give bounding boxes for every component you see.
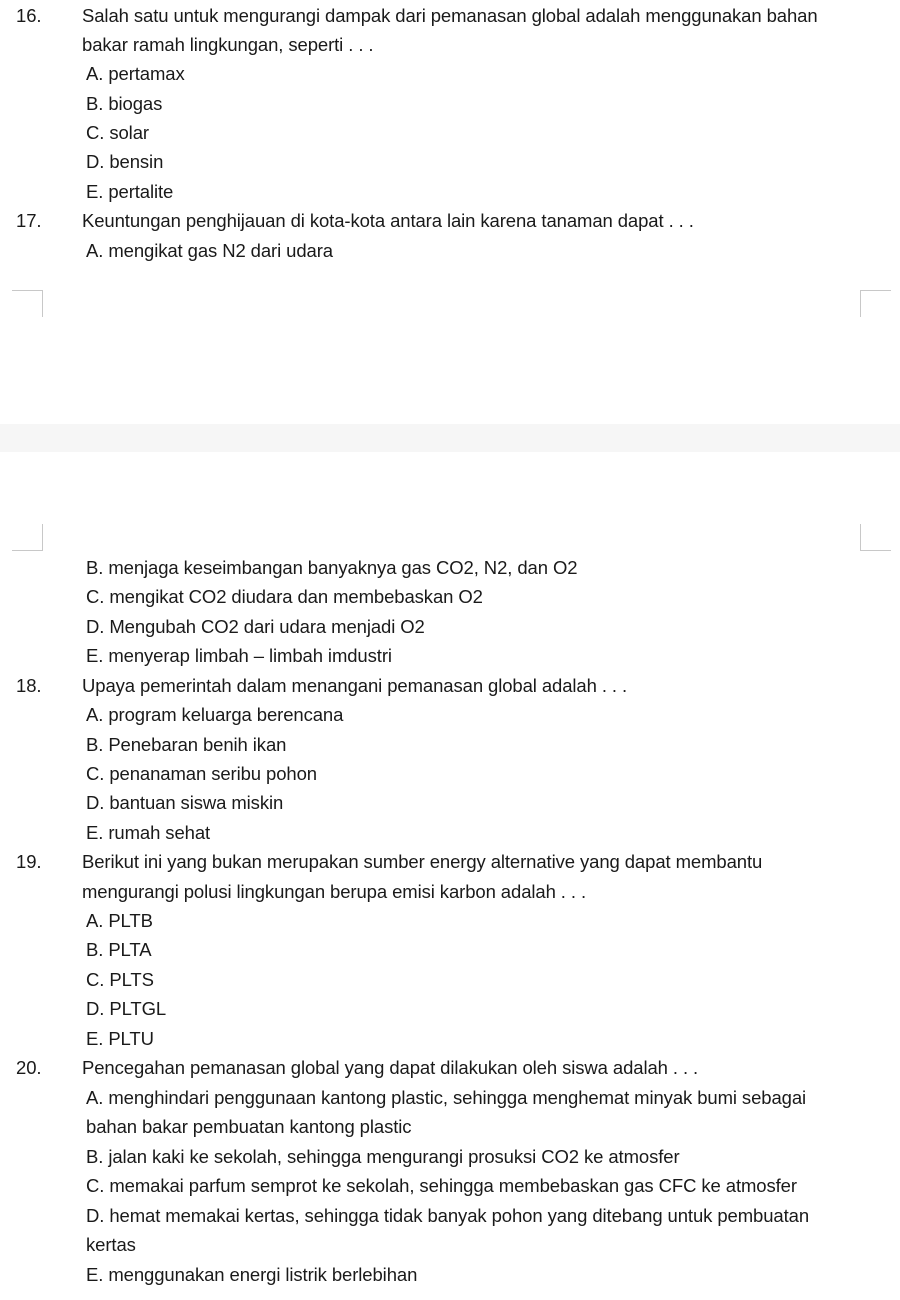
question-17-option-d: D. Mengubah CO2 dari udara menjadi O2 (86, 616, 425, 637)
question-19-option-b: B. PLTA (86, 939, 152, 960)
question-17-option-c: C. mengikat CO2 diudara dan membebaskan O2 (86, 586, 483, 607)
page-corner-mark (12, 290, 43, 317)
question-16-option-e: E. pertalite (86, 181, 174, 202)
question-16-option-c: C. solar (86, 122, 149, 143)
question-19-option-e: E. PLTU (86, 1028, 154, 1049)
question-20-option-a: A. menghindari penggunaan kantong plastic, sehingga menghemat minyak bumi sebagai (86, 1087, 807, 1108)
page-corner-mark (12, 524, 43, 551)
question-20-option-d-cont: kertas (86, 1234, 136, 1255)
question-17-option-b: B. menjaga keseimbangan banyaknya gas CO2, N2, dan O2 (86, 557, 578, 578)
question-20-option-c: C. memakai parfum semprot ke sekolah, sehingga membebaskan gas CFC ke atmosfer (86, 1175, 797, 1196)
question-20-option-e: E. menggunakan energi listrik berlebihan (86, 1264, 418, 1285)
question-18-option-c: C. penanaman seribu pohon (86, 763, 317, 784)
question-16-option-d: D. bensin (86, 151, 164, 172)
question-18-option-b: B. Penebaran benih ikan (86, 734, 287, 755)
question-16-text-cont: bakar ramah lingkungan, seperti . . . (82, 34, 374, 55)
question-19-text: Berikut ini yang bukan merupakan sumber energy alternative yang dapat membantu (82, 851, 763, 872)
question-17-number: 17. (16, 210, 42, 231)
question-16-text: Salah satu untuk mengurangi dampak dari pemanasan global adalah menggunakan bahan (82, 5, 818, 26)
page-corner-mark (860, 524, 891, 551)
question-19-option-c: C. PLTS (86, 969, 154, 990)
question-20-option-a-cont: bahan bakar pembuatan kantong plastic (86, 1116, 412, 1137)
question-18-option-a: A. program keluarga berencana (86, 704, 344, 725)
question-16-option-a: A. pertamax (86, 63, 185, 84)
question-17-option-e: E. menyerap limbah – limbah imdustri (86, 645, 392, 666)
question-18-text: Upaya pemerintah dalam menangani pemanasan global adalah . . . (82, 675, 628, 696)
question-20-option-b: B. jalan kaki ke sekolah, sehingga mengurangi prosuksi CO2 ke atmosfer (86, 1146, 680, 1167)
question-19-option-a: A. PLTB (86, 910, 153, 931)
question-17-option-a: A. mengikat gas N2 dari udara (86, 240, 333, 261)
question-18-option-e: E. rumah sehat (86, 822, 211, 843)
question-16-option-b: B. biogas (86, 93, 163, 114)
page-break-gap (0, 424, 900, 452)
question-17-text: Keuntungan penghijauan di kota-kota antara lain karena tanaman dapat . . . (82, 210, 694, 231)
question-20-option-d: D. hemat memakai kertas, sehingga tidak banyak pohon yang ditebang untuk pembuatan (86, 1205, 810, 1226)
question-19-text-cont: mengurangi polusi lingkungan berupa emisi karbon adalah . . . (82, 881, 587, 902)
page-corner-mark (860, 290, 891, 317)
question-18-number: 18. (16, 675, 42, 696)
question-20-number: 20. (16, 1057, 42, 1078)
question-18-option-d: D. bantuan siswa miskin (86, 792, 284, 813)
question-19-number: 19. (16, 851, 42, 872)
question-20-text: Pencegahan pemanasan global yang dapat dilakukan oleh siswa adalah . . . (82, 1057, 699, 1078)
question-16-number: 16. (16, 5, 42, 26)
question-19-option-d: D. PLTGL (86, 998, 167, 1019)
